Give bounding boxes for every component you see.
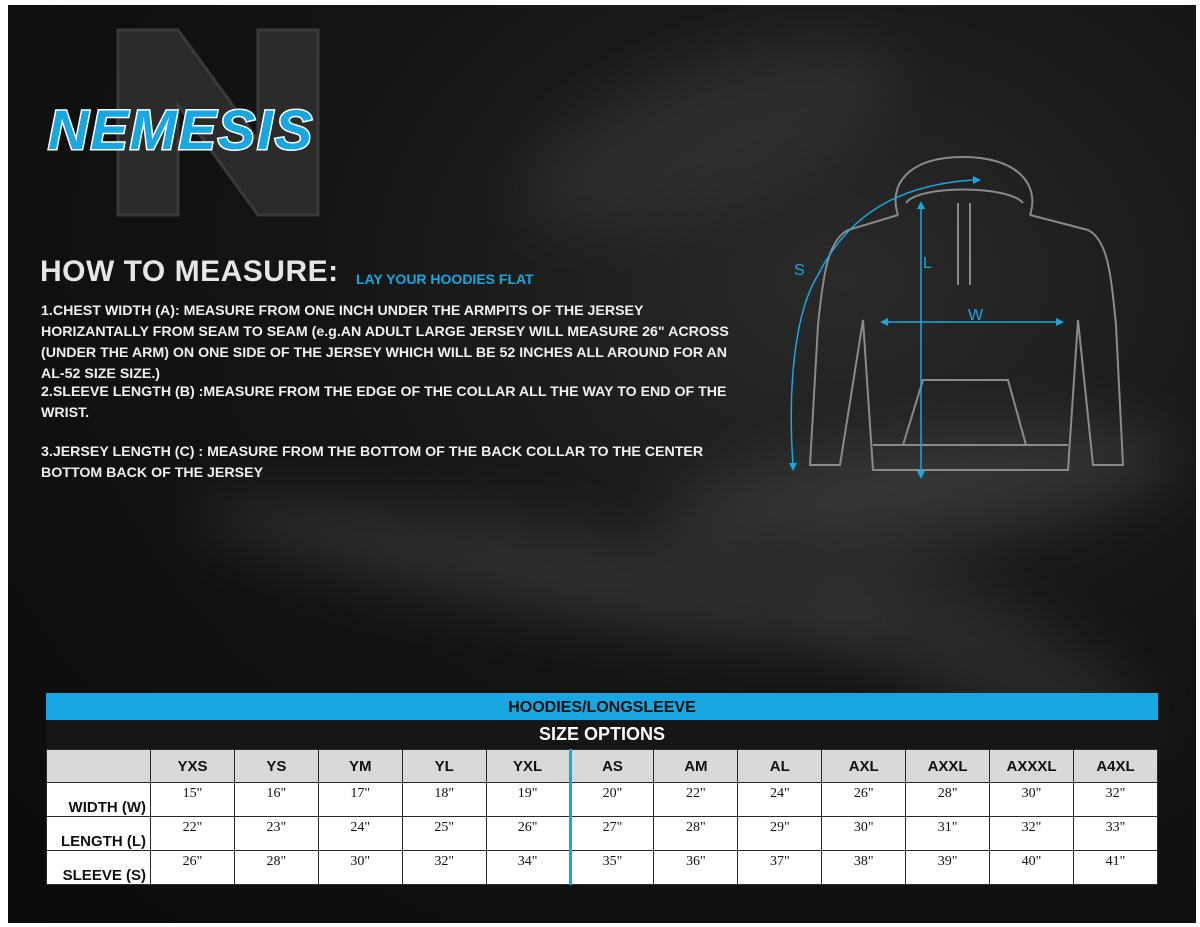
row-label: WIDTH (W) (47, 783, 151, 817)
table-cell: 19" (486, 783, 570, 817)
table-cell: 41" (1073, 851, 1157, 885)
table-row (47, 817, 1158, 851)
size-header-am: AM (654, 750, 738, 783)
size-header-al: AL (738, 750, 822, 783)
size-header-ys: YS (234, 750, 318, 783)
instruction-chest-width: 1.CHEST WIDTH (A): MEASURE FROM ONE INCH UNDER THE ARMPITS OF THE JERSEY HORIZANTALLY FROM SEAM TO SEAM (e.g.AN ADULT LARGE JERSEY WILL MEASURE 26" ACROSS (UNDER THE ARM) ON ONE SIDE OF THE JERSEY WHICH WILL BE 52 INCHES ALL AROUND FOR AN AL-52 SIZE SIZE.) (41, 303, 729, 382)
size-body (47, 783, 1158, 885)
size-header-a4xl: A4XL (1073, 750, 1157, 783)
how-to-measure-heading: HOW TO MEASURE: (40, 255, 339, 288)
table-cell: 33" (1073, 817, 1157, 851)
table-cell: 24" (318, 817, 402, 851)
table-cell: 27" (570, 817, 654, 851)
table-cell: 38" (822, 851, 906, 885)
table-cell: 30" (822, 817, 906, 851)
table-cell: 30" (318, 851, 402, 885)
table-subtitle: SIZE OPTIONS (46, 720, 1158, 749)
table-cell: 32" (402, 851, 486, 885)
table-row (47, 783, 1158, 817)
size-header-axxl: AXXL (906, 750, 990, 783)
size-header-ym: YM (318, 750, 402, 783)
table-cell: 36" (654, 851, 738, 885)
table-cell: 37" (738, 851, 822, 885)
table-cell: 15" (151, 783, 235, 817)
table-cell: 24" (738, 783, 822, 817)
table-cell: 26" (151, 851, 235, 885)
table-cell: 39" (906, 851, 990, 885)
row-label: LENGTH (L) (47, 817, 151, 851)
table-cell: 28" (906, 783, 990, 817)
instruction-jersey-length: 3.JERSEY LENGTH (C) : MEASURE FROM THE BOTTOM OF THE BACK COLLAR TO THE CENTER BOTTOM BACK OF THE JERSEY (41, 444, 704, 481)
label-l: L (923, 255, 932, 272)
table-cell: 34" (486, 851, 570, 885)
table-cell: 31" (906, 817, 990, 851)
size-header-yl: YL (402, 750, 486, 783)
table-cell: 40" (990, 851, 1074, 885)
table-cell: 16" (234, 783, 318, 817)
lay-flat-subheading: LAY YOUR HOODIES FLAT (356, 271, 534, 287)
size-header-axl: AXL (822, 750, 906, 783)
table-cell: 30" (990, 783, 1074, 817)
table-cell: 20" (570, 783, 654, 817)
size-header-yxs: YXS (151, 750, 235, 783)
hoodie-diagram (778, 145, 1128, 495)
table-cell: 26" (486, 817, 570, 851)
size-header-axxxl: AXXXL (990, 750, 1074, 783)
instruction-sleeve-length: 2.SLEEVE LENGTH (B) :MEASURE FROM THE EDGE OF THE COLLAR ALL THE WAY TO END OF THE WRIST. (41, 384, 727, 421)
size-header-row (47, 750, 1158, 783)
size-header-yxl: YXL (486, 750, 570, 783)
table-title: HOODIES/LONGSLEEVE (46, 693, 1158, 720)
header-corner (47, 750, 151, 783)
table-cell: 35" (570, 851, 654, 885)
table-cell: 29" (738, 817, 822, 851)
table-cell: 28" (234, 851, 318, 885)
size-grid (46, 749, 1158, 885)
label-s: S (794, 262, 805, 279)
hoodie-outline (810, 157, 1123, 470)
size-header-as: AS (570, 750, 654, 783)
table-cell: 25" (402, 817, 486, 851)
table-row (47, 851, 1158, 885)
table-cell: 28" (654, 817, 738, 851)
table-cell: 32" (990, 817, 1074, 851)
table-cell: 17" (318, 783, 402, 817)
size-table (46, 693, 1158, 885)
table-cell: 18" (402, 783, 486, 817)
table-cell: 22" (151, 817, 235, 851)
table-cell: 32" (1073, 783, 1157, 817)
row-label: SLEEVE (S) (47, 851, 151, 885)
table-cell: 22" (654, 783, 738, 817)
label-w: W (968, 307, 984, 324)
brand-logo: NEMESIS (48, 98, 315, 161)
size-chart-sheet (8, 5, 1196, 923)
table-cell: 23" (234, 817, 318, 851)
table-cell: 26" (822, 783, 906, 817)
sleeve-arrow (791, 275, 818, 465)
